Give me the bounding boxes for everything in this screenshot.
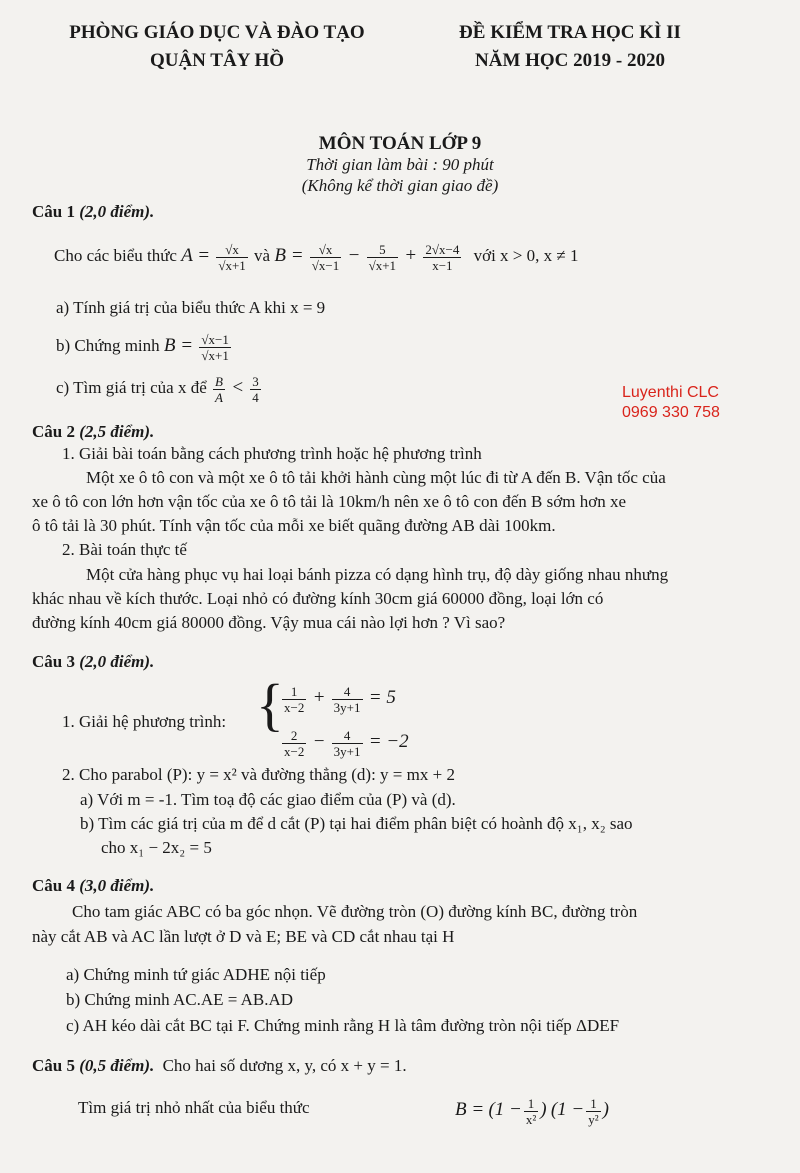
fraction-b: $\frac{√x-1}{√x+1}$: [201, 331, 229, 363]
fraction-B-term3: $\frac{2√x-4}{x-1}$: [425, 241, 460, 273]
q2-part-1-line2: xe ô tô con lớn hơn vận tốc của xe ô tô tải là 10km/h nên xe ô tô con đến B sớm hơn xe: [32, 492, 627, 511]
question-3-heading: Câu 3 (2,0 điểm).: [32, 652, 155, 671]
q3-part-1: 1. Giải hệ phương trình:: [62, 712, 227, 731]
fraction-A: $\frac{√x}{√x+1}$: [218, 241, 246, 273]
question-4-heading: Câu 4 (3,0 điểm).: [32, 876, 155, 895]
q2-part-1-title: 1. Giải bài toán bằng cách phương trình hoặc hệ phương trình: [62, 444, 482, 463]
question-2-heading: Câu 2 (2,5 điểm).: [32, 422, 155, 441]
dept-name: PHÒNG GIÁO DỤC VÀ ĐÀO TẠO: [69, 22, 365, 43]
system-brace: {: [256, 672, 284, 737]
exam-title: ĐỀ KIỂM TRA HỌC KÌ II: [459, 22, 681, 43]
time-limit: Thời gian làm bài : 90 phút: [306, 155, 494, 174]
watermark-name: Luyenthi CLC: [622, 384, 719, 401]
system-eq2: $\frac{2}{x-2}$ − $\frac{4}{3y+1}$ = −2: [284, 727, 409, 759]
q4-part-c: c) AH kéo dài cắt BC tại F. Chứng minh rằng H là tâm đường tròn nội tiếp ΔDEF: [66, 1016, 620, 1035]
fraction-B-term1: $\frac{√x}{√x-1}$: [311, 241, 340, 273]
q1-part-b: b) Chứng minh B = $\frac{√x-1}{√x+1}$: [56, 331, 229, 363]
district-name: QUẬN TÂY HỒ: [149, 50, 285, 71]
q2-part-2-title: 2. Bài toán thực tế: [62, 540, 187, 559]
q4-line1: Cho tam giác ABC có ba góc nhọn. Vẽ đường tròn (O) đường kính BC, đường tròn: [72, 902, 638, 921]
watermark-phone: 0969 330 758: [622, 404, 720, 421]
q3-part-2a: a) Với m = -1. Tìm toạ độ các giao điểm của (P) và (d).: [80, 790, 456, 809]
q3-part-2b-line1: b) Tìm các giá trị của m để d cắt (P) tại hai điểm phân biệt có hoành độ x₁, x₂ sao: [80, 814, 633, 833]
q2-part-2-line3: đường kính 40cm giá 80000 đồng. Vậy mua cái nào lợi hơn ? Vì sao?: [32, 613, 506, 632]
q1-expressions: Cho các biểu thức A = $\frac{√x}{√x+1}$ và B = $\frac{√x}{√x-1}$ − $\frac{5}{√x+1}$ + $\frac{2√x-4}{x-1}$ với x > 0, x ≠ 1: [54, 241, 579, 273]
question-5-heading: Câu 5 (0,5 điểm). Cho hai số dương x, y, có x + y = 1.: [32, 1056, 407, 1075]
school-year: NĂM HỌC 2019 - 2020: [475, 50, 665, 71]
question-1-heading: Câu 1 (2,0 điểm).: [32, 202, 155, 221]
q2-part-1-line1: Một xe ô tô con và một xe ô tô tải khởi hành cùng một lúc đi từ A đến B. Vận tốc của: [86, 468, 666, 487]
fraction-B-over-A: $\frac{B}{A}$: [215, 373, 223, 405]
q4-part-a: a) Chứng minh tứ giác ADHE nội tiếp: [66, 965, 326, 984]
q1-part-c: c) Tìm giá trị của x để $\frac{B}{A}$ < $\frac{3}{4}$: [56, 373, 259, 405]
q2-part-1-line3: ô tô tải là 30 phút. Tính vận tốc của mỗi xe biết quãng đường AB dài 100km.: [32, 516, 556, 535]
q2-part-2-line2: khác nhau về kích thước. Loại nhỏ có đường kính 30cm giá 60000 đồng, loại lớn có: [32, 589, 604, 608]
q5-task: Tìm giá trị nhỏ nhất của biểu thức: [78, 1098, 310, 1117]
q3-part-2b-line2: cho x₁ − 2x₂ = 5: [101, 838, 212, 857]
q1-part-a: a) Tính giá trị của biểu thức A khi x = 9: [56, 298, 326, 317]
q2-part-2-line1: Một cửa hàng phục vụ hai loại bánh pizza có dạng hình trụ, độ dày giống nhau nhưng: [86, 565, 669, 584]
subject-title: MÔN TOÁN LỚP 9: [318, 133, 482, 154]
q4-line2: này cắt AB và AC lần lượt ở D và E; BE và CD cắt nhau tại H: [32, 927, 455, 946]
fraction-B-term2: $\frac{5}{√x+1}$: [368, 241, 397, 273]
fraction-three-fourths: $\frac{3}{4}$: [252, 373, 259, 405]
system-eq1: $\frac{1}{x-2}$ + $\frac{4}{3y+1}$ = 5: [284, 683, 396, 715]
q3-part-2: 2. Cho parabol (P): y = x² và đường thẳng (d): y = mx + 2: [62, 765, 455, 784]
q4-part-b: b) Chứng minh AC.AE = AB.AD: [66, 990, 294, 1009]
time-note: (Không kể thời gian giao đề): [301, 176, 499, 195]
q5-expression: B = (1 − $\frac{1}{\text{x²}}$ ) (1 − $\frac{1}{\text{y²}}$ ): [455, 1095, 609, 1127]
